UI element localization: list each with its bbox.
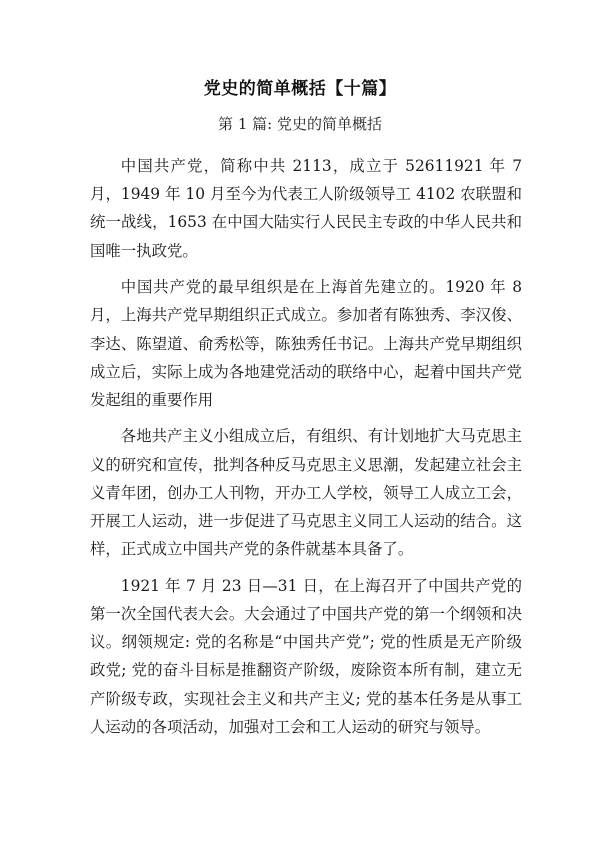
- paragraph-4: 1921 年 7 月 23 日—31 日，在上海召开了中国共产党的第一次全国代表大会。大会通过了中国共产党的第一个纲领和决议。纲领规定: 党的名称是“中国共产党”; 党的性质是无产阶级政党; 党的奋斗目标是推翻资产阶级，废除资本所有制，建立无产阶级专政，实现社会主义和共产主义; 党的基本任务是从事工人运动的各项活动，加强对工会和工人运动的研究与领导。: [90, 576, 522, 736]
- document-title: 党史的简单概括【十篇】: [203, 79, 397, 99]
- body-text: [90, 152, 522, 749]
- chapter-heading: 第 1 篇: 党史的简单概括: [218, 115, 382, 133]
- paragraph-2: 中国共产党的最早组织是在上海首先建立的。1920 年 8 月，上海共产党早期组织正式成立。参加者有陈独秀、李汉俊、李达、陈望道、俞秀松等，陈独秀任书记。上海共产党早期组织成立后，实际上成为各地建党活动的联络中心，起着中国共产党发起组的重要作用: [90, 278, 522, 409]
- paragraph-1: 中国共产党，简称中共 2113，成立于 52611921 年 7 月，1949 年 10 月至今为代表工人阶级领导工 4102 农联盟和统一战线，1653 在中国大陆实行人民民主专政的中华人民共和国唯一执政党。: [90, 157, 522, 260]
- paragraph-3: 各地共产主义小组成立后，有组织、有计划地扩大马克思主义的研究和宣传，批判各种反马克思主义思潮，发起建立社会主义青年团，创办工人刊物，开办工人学校，领导工人成立工会，开展工人运动，进一步促进了马克思主义同工人运动的结合。这样，正式成立中国共产党的条件就基本具备了。: [90, 427, 522, 559]
